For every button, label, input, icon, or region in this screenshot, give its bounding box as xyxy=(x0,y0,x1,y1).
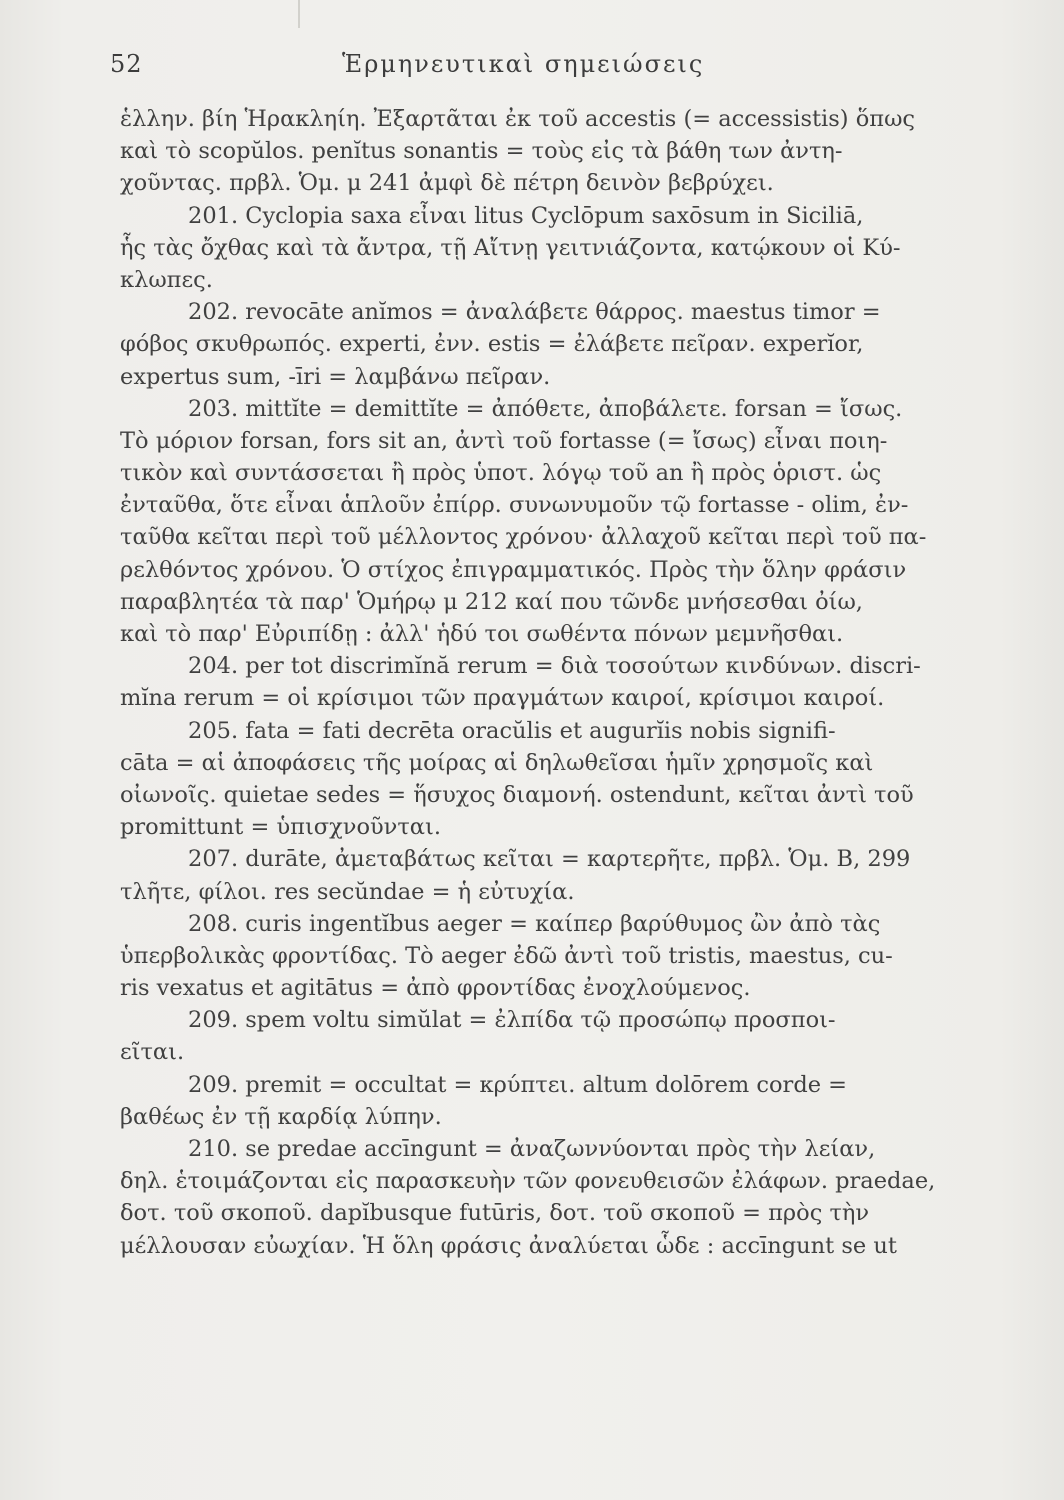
running-title: Ἑρμηνευτικαὶ σημειώσεις xyxy=(342,50,705,78)
text-line: μέλλουσαν εὐωχίαν. Ἡ ὅλη φράσις ἀναλύεται ὧδε : accīngunt se ut xyxy=(120,1232,897,1259)
commentary-text xyxy=(120,103,1010,1262)
text-line: φόβος σκυθρωπός. experti, ἐνν. estis = ἐλάβετε πεῖραν. experĭor, xyxy=(120,331,864,358)
paper-fold-mark xyxy=(298,0,300,28)
text-line: δοτ. τοῦ σκοποῦ. dapĭbusque futūris, δοτ. τοῦ σκοποῦ = πρὸς τὴν xyxy=(120,1200,870,1227)
note-207-start: 207. durāte, ἀμεταβάτως κεῖται = καρτερῆτε, πρβλ. Ὁμ. Β, 299 xyxy=(188,846,911,873)
text-line: κλωπες. xyxy=(120,266,213,293)
text-line: οἰωνοῖς. quietae sedes = ἥσυχος διαμονή. ostendunt, κεῖται ἀντὶ τοῦ xyxy=(120,781,914,808)
text-line: ρελθόντος χρόνου. Ὁ στίχος ἐπιγραμματικός. Πρὸς τὴν ὅλην φράσιν xyxy=(120,556,907,583)
text-line: mĭna rerum = οἱ κρίσιμοι τῶν πραγμάτων καιροί, κρίσιμοι καιροί. xyxy=(120,685,885,712)
text-line: Τὸ μόριον forsan, fors sit an, ἀντὶ τοῦ fortasse (= ἴσως) εἶναι ποιη- xyxy=(120,427,888,454)
text-line: ἐνταῦθα, ὅτε εἶναι ἁπλοῦν ἐπίρρ. συνωνυμοῦν τῷ fortasse - olim, ἐν- xyxy=(120,492,909,519)
text-line: τικὸν καὶ συντάσσεται ἢ πρὸς ὑποτ. λόγῳ τοῦ an ἢ πρὸς ὁριστ. ὡς xyxy=(120,460,882,487)
text-line: χοῦντας. πρβλ. Ὁμ. μ 241 ἀμφὶ δὲ πέτρη δεινὸν βεβρύχει. xyxy=(120,170,774,197)
note-210-start: 210. se predae accīngunt = ἀναζωννύονται πρὸς τὴν λείαν, xyxy=(188,1136,876,1162)
note-204-start: 204. per tot discrimĭnă rerum = διὰ τοσούτων κινδύνων. discri- xyxy=(188,653,921,680)
note-201-start: 201. Cyclopia saxa εἶναι litus Cyclōpum saxōsum in Siciliā, xyxy=(188,202,864,229)
text-line: ἧς τὰς ὄχθας καὶ τὰ ἄντρα, τῇ Αἴτνῃ γειτνιάζοντα, κατῴκουν οἱ Κύ- xyxy=(120,234,901,261)
note-205-start: 205. fata = fati decrēta oracŭlis et augurĭis nobis signifi- xyxy=(188,717,836,744)
text-line: ταῦθα κεῖται περὶ τοῦ μέλλοντος χρόνου· ἀλλαχοῦ κεῖται περὶ τοῦ πα- xyxy=(120,524,927,551)
text-line: cāta = αἱ ἀποφάσεις τῆς μοίρας αἱ δηλωθεῖσαι ἡμῖν χρησμοῖς καὶ xyxy=(120,749,874,776)
page-number: 52 xyxy=(110,50,143,78)
page-header xyxy=(110,50,1010,90)
text-line: ris vexatus et agitātus = ἀπὸ φροντίδας ἐνοχλούμενος. xyxy=(120,975,751,1002)
text-line: καὶ τὸ scopŭlos. penĭtus sonantis = τοὺς εἰς τὰ βάθη των ἀντη- xyxy=(120,138,843,165)
text-line: promittunt = ὑπισχνοῦνται. xyxy=(120,814,441,841)
text-line: ὑπερβολικὰς φροντίδας. Τὸ aeger ἐδῶ ἀντὶ τοῦ tristis, maestus, cu- xyxy=(120,942,893,969)
text-line: expertus sum, -īri = λαμβάνω πεῖραν. xyxy=(120,363,551,390)
note-209-start: 209. spem voltu simŭlat = ἐλπίδα τῷ προσώπῳ προσποι- xyxy=(188,1007,836,1034)
note-202-start: 202. revocāte anĭmos = ἀναλάβετε θάρρος. maestus timor = xyxy=(188,299,881,326)
note-203-start: 203. mittĭte = demittĭte = ἀπόθετε, ἀποβάλετε. forsan = ἴσως. xyxy=(188,395,903,422)
text-line: ἑλλην. βίη Ἡρακληίη. Ἐξαρτᾶται ἐκ τοῦ accestis (= accessistis) ὅπως xyxy=(120,106,916,132)
text-line: βαθέως ἐν τῇ καρδίᾳ λύπην. xyxy=(120,1103,442,1130)
text-line: δηλ. ἑτοιμάζονται εἰς παρασκευὴν τῶν φονευθεισῶν ἐλάφων. praedae, xyxy=(120,1168,936,1195)
text-line: εῖται. xyxy=(120,1039,185,1066)
text-line: παραβλητέα τὰ παρ' Ὁμήρῳ μ 212 καί που τῶνδε μνήσεσθαι ὀίω, xyxy=(120,588,863,615)
note-209b-start: 209. premit = occultat = κρύπτει. altum dolōrem corde = xyxy=(188,1071,848,1098)
text-line: καὶ τὸ παρ' Εὐριπίδῃ : ἀλλ' ἡδύ τοι σωθέντα πόνων μεμνῆσθαι. xyxy=(120,621,844,647)
note-208-start: 208. curis ingentĭbus aeger = καίπερ βαρύθυμος ὢν ἀπὸ τὰς xyxy=(188,910,881,937)
text-line: τλῆτε, φίλοι. res secŭndae = ἡ εὐτυχία. xyxy=(120,878,575,905)
